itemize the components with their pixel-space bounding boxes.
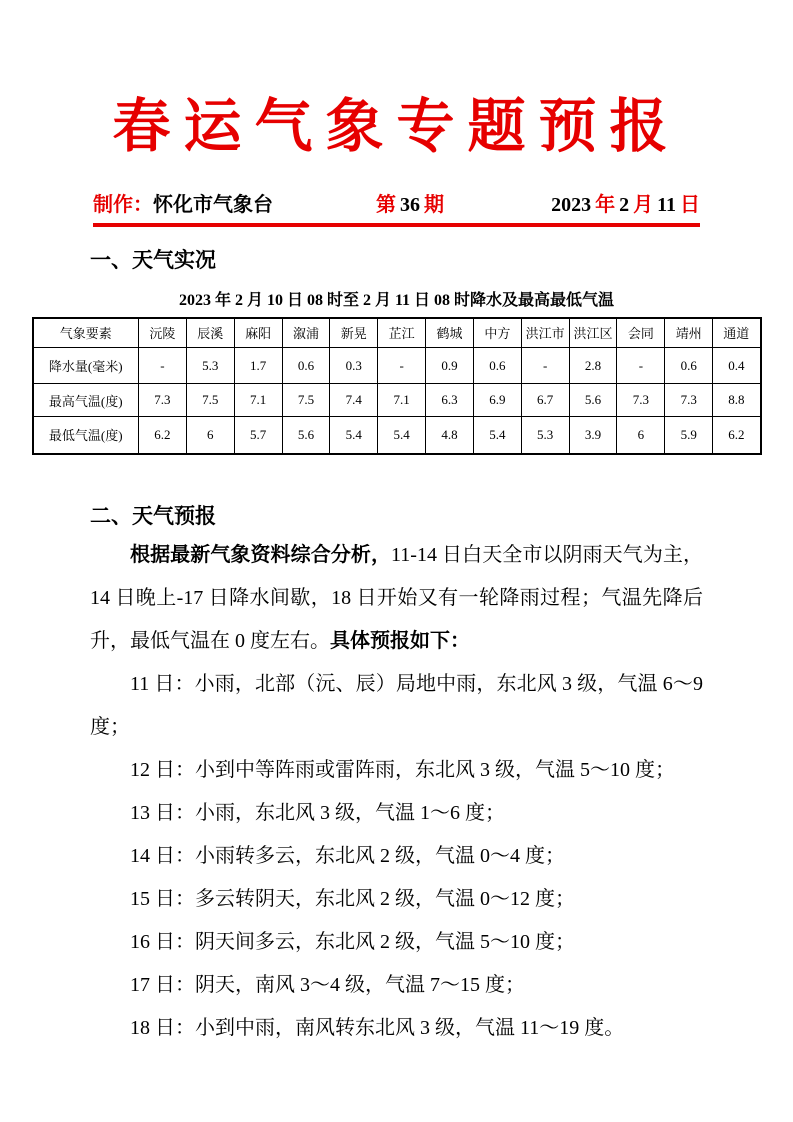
intro-tail: 具体预报如下： [330, 629, 470, 652]
forecast-day-12: 12 日：小到中等阵雨或雷阵雨，东北风 3 级，气温 5～10 度； [130, 758, 675, 781]
forecast-day-14: 14 日：小雨转多云，东北风 2 级，气温 0～4 度； [130, 844, 565, 867]
cell-value: 7.1 [234, 384, 282, 417]
date-day-unit: 日 [680, 193, 700, 216]
col-header-station: 辰溪 [186, 318, 234, 348]
page-title: 春运气象专题预报 [112, 92, 681, 160]
issue-date [547, 188, 700, 217]
col-header-element: 气象要素 [33, 318, 139, 348]
cell-value: 7.5 [186, 384, 234, 417]
table-row-max-temp [33, 384, 761, 417]
forecast-day-11: 11 日：小雨，北部（沅、辰）局地中雨，东北风 3 级，气温 6～9 度； [90, 672, 703, 738]
cell-value: 6.3 [426, 384, 474, 417]
cell-value: 8.8 [713, 384, 761, 417]
producer-name: 怀化市气象台 [153, 193, 273, 216]
intro-lead: 根据最新气象资料综合分析， [130, 543, 392, 566]
cell-value: 6.9 [473, 384, 521, 417]
date-month: 2 [619, 193, 630, 216]
cell-value: 5.6 [569, 384, 617, 417]
cell-value: 3.9 [569, 417, 617, 454]
cell-value: 2.8 [569, 348, 617, 384]
issue-prefix: 第 [376, 193, 397, 216]
cell-value: 7.3 [139, 384, 187, 417]
col-header-station: 芷江 [378, 318, 426, 348]
cell-value: 5.4 [330, 417, 378, 454]
col-header-station: 沅陵 [139, 318, 187, 348]
forecast-day-16: 16 日：阴天间多云，东北风 2 级，气温 5～10 度； [130, 930, 575, 953]
cell-value: 0.6 [473, 348, 521, 384]
cell-value: 5.3 [521, 417, 569, 454]
table-row-precipitation [33, 348, 761, 384]
intro-text: 11-14 日白天全市以阴雨天气为主，14 日晚上-17 日降水间歇，18 日开始又有一轮降雨过程；气温先降后升，最低气温在 0 度左右。 [90, 543, 704, 652]
issue-value: 36 [400, 193, 421, 216]
cell-value: 7.1 [378, 384, 426, 417]
observation-table [32, 317, 762, 455]
forecast-day-17: 17 日：阴天，南风 3～4 级，气温 7～15 度； [130, 973, 525, 996]
cell-value: 5.7 [234, 417, 282, 454]
row-label: 降水量(毫米) [33, 348, 139, 384]
header-divider [93, 223, 700, 227]
cell-value: - [617, 348, 665, 384]
cell-value: 6 [186, 417, 234, 454]
cell-value: - [521, 348, 569, 384]
row-label: 最高气温(度) [33, 384, 139, 417]
cell-value: 6 [617, 417, 665, 454]
row-label: 最低气温(度) [33, 417, 139, 454]
col-header-station: 洪江区 [569, 318, 617, 348]
issue-suffix: 期 [424, 193, 445, 216]
cell-value: 0.9 [426, 348, 474, 384]
col-header-station: 通道 [713, 318, 761, 348]
cell-value: 0.6 [665, 348, 713, 384]
date-year: 2023 [551, 193, 592, 216]
table-header-row [33, 318, 761, 348]
meta-line [93, 188, 700, 217]
cell-value: - [378, 348, 426, 384]
date-year-unit: 年 [595, 193, 616, 216]
cell-value: 6.2 [713, 417, 761, 454]
issue-number [376, 188, 444, 217]
cell-value: 7.4 [330, 384, 378, 417]
forecast-intro [90, 534, 703, 663]
cell-value: 7.3 [665, 384, 713, 417]
cell-value: 4.8 [426, 417, 474, 454]
col-header-station: 中方 [473, 318, 521, 348]
cell-value: 6.2 [139, 417, 187, 454]
table-row-min-temp [33, 417, 761, 454]
cell-value: 5.3 [186, 348, 234, 384]
col-header-station: 靖州 [665, 318, 713, 348]
forecast-body [90, 534, 703, 1050]
section1-heading: 一、天气实况 [90, 247, 216, 272]
observation-table-title: 2023 年 2 月 10 日 08 时至 2 月 11 日 08 时降水及最高最低气温 [178, 291, 615, 309]
forecast-day-15: 15 日：多云转阴天，东北风 2 级，气温 0～12 度； [130, 887, 575, 910]
cell-value: 7.5 [282, 384, 330, 417]
forecast-day-18: 18 日：小到中雨，南风转东北风 3 级，气温 11～19 度。 [130, 1016, 625, 1039]
date-day: 11 [657, 193, 676, 216]
forecast-day-13: 13 日：小雨，东北风 3 级，气温 1～6 度； [130, 801, 505, 824]
cell-value: 5.9 [665, 417, 713, 454]
cell-value: 5.4 [473, 417, 521, 454]
date-month-unit: 月 [633, 193, 654, 216]
cell-value: 0.4 [713, 348, 761, 384]
col-header-station: 鹤城 [426, 318, 474, 348]
cell-value: - [139, 348, 187, 384]
section2-heading: 二、天气预报 [90, 503, 216, 528]
cell-value: 0.6 [282, 348, 330, 384]
col-header-station: 新晃 [330, 318, 378, 348]
cell-value: 0.3 [330, 348, 378, 384]
cell-value: 6.7 [521, 384, 569, 417]
col-header-station: 麻阳 [234, 318, 282, 348]
col-header-station: 洪江市 [521, 318, 569, 348]
cell-value: 7.3 [617, 384, 665, 417]
col-header-station: 会同 [617, 318, 665, 348]
cell-value: 5.6 [282, 417, 330, 454]
producer-info [93, 188, 273, 217]
cell-value: 5.4 [378, 417, 426, 454]
col-header-station: 溆浦 [282, 318, 330, 348]
producer-label: 制作： [93, 193, 153, 216]
cell-value: 1.7 [234, 348, 282, 384]
